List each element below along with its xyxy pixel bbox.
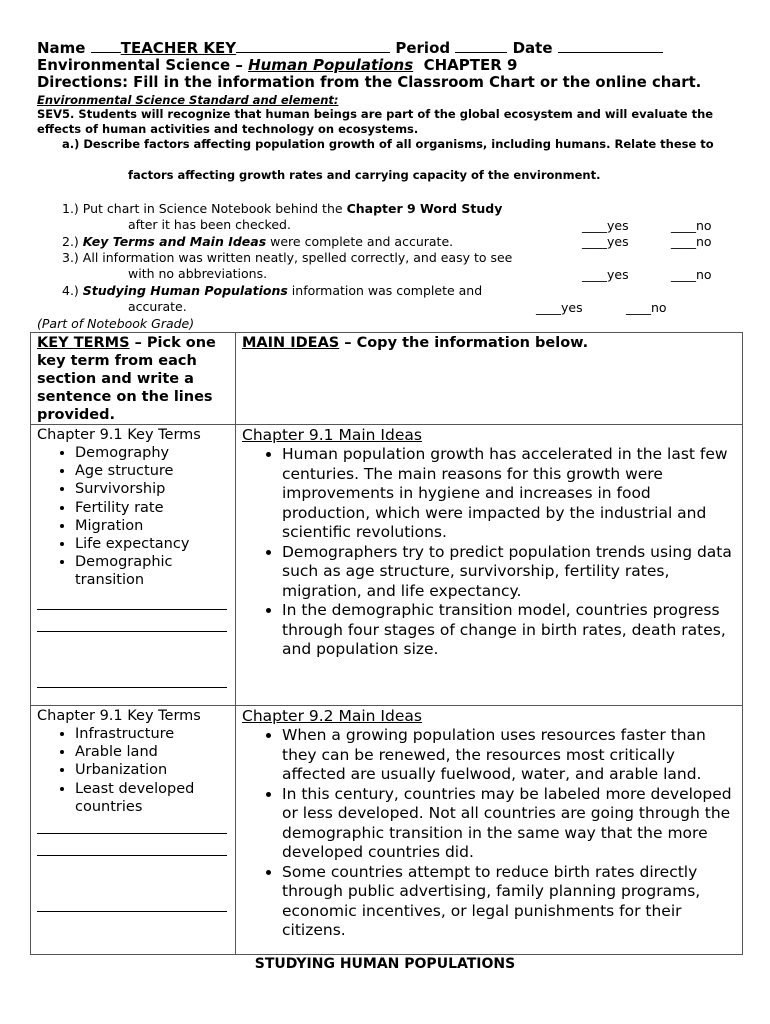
yes-blank-3[interactable]: ____yes [582,267,629,282]
ideas-title-2: Chapter 9.2 Main Ideas [242,707,422,725]
list-item: • Arable land [75,743,229,761]
course-line [37,56,517,74]
standard-element-a: a.) Describe factors affecting population growth of all organisms, including humans. Relate these to [62,137,714,151]
notebook-note: (Part of Notebook Grade) [37,316,195,331]
ideas-list-1 [236,445,736,660]
no-blank-1[interactable]: ____no [671,218,712,233]
no-blank-2[interactable]: ____no [671,234,712,249]
checklist-item-1: 1.) Put chart in Science Notebook behind the Chapter 9 Word Study [62,201,503,216]
terms-cell-1 [31,425,236,706]
name-label: Name [37,39,86,57]
list-item: • Demographic transition [75,553,229,589]
list-item: • Infrastructure [75,725,229,743]
terms-title-2: Chapter 9.1 Key Terms [37,708,201,724]
list-item: • Some countries attempt to reduce birth rates directly through public advertising, family planning programs, economic incentives, or legal punishments for their citizens. [282,863,736,941]
list-item: • Fertility rate [75,499,229,517]
list-item: • Least developed countries [75,780,229,816]
checklist-item-4-cont: accurate. [128,299,187,314]
chapter-label: CHAPTER 9 [423,56,518,74]
yes-blank-2[interactable]: ____yes [582,234,629,249]
checklist-item-3-cont: with no abbreviations. [128,266,268,281]
no-blank-4[interactable]: ____no [626,300,667,315]
list-item: • Survivorship [75,480,229,498]
checklist-item-4: 4.) Studying Human Populations information was complete and [62,283,483,298]
standard-element-a-cont: factors affecting growth rates and carrying capacity of the environment. [128,168,601,182]
terms-list-2 [37,725,229,816]
list-item: • In this century, countries may be labeled more developed or less developed. Not all countries are going through the demographic transition in the same way that the more developed countries did. [282,785,736,863]
ideas-cell-1 [236,425,743,706]
checklist-item-1-cont: after it has been checked. [128,217,291,232]
list-item: • Human population growth has accelerated in the last few centuries. The main reasons for this growth were improvements in hygiene and increases in food production, which were impacted by the industrial and scientific revolutions. [282,445,736,543]
list-item: • Life expectancy [75,535,229,553]
checklist-item-2: 2.) Key Terms and Main Ideas were complete and accurate. [62,234,454,249]
terms-list-1 [37,444,229,590]
sentence-line[interactable] [37,911,227,912]
course-prefix: Environmental Science – [37,56,243,74]
date-label: Date [512,39,553,57]
list-item: • Demographers try to predict population trends using data such as age structure, survivorship, fertility rates, migration, and life expectancy. [282,543,736,602]
list-item: • Demography [75,444,229,462]
period-label: Period [395,39,451,57]
checklist-item-3: 3.) All information was written neatly, spelled correctly, and easy to see [62,250,513,265]
directions: Directions: Fill in the information from the Classroom Chart or the online chart. [37,74,702,91]
yes-blank-1[interactable]: ____yes [582,218,629,233]
list-item: • Urbanization [75,761,229,779]
no-blank-3[interactable]: ____no [671,267,712,282]
key-terms-table [30,332,743,955]
ideas-list-2 [236,726,736,941]
ideas-cell-2 [236,706,743,955]
terms-title-1: Chapter 9.1 Key Terms [37,427,201,443]
name-line [37,38,663,57]
yes-blank-4[interactable]: ____yes [536,300,583,315]
list-item: • Migration [75,517,229,535]
course-topic: Human Populations [248,56,414,74]
sentence-line[interactable] [37,833,227,834]
footer-title: STUDYING HUMAN POPULATIONS [254,956,516,972]
list-item: • When a growing population uses resources faster than they can be renewed, the resources most critically affected are usually fuelwood, water, and arable land. [282,726,736,785]
terms-cell-2 [31,706,236,955]
ideas-title-1: Chapter 9.1 Main Ideas [242,426,422,444]
key-terms-heading: KEY TERMS [37,335,130,351]
sentence-line[interactable] [37,609,227,610]
main-ideas-heading: MAIN IDEAS [242,335,340,351]
list-item: • Age structure [75,462,229,480]
sentence-line[interactable] [37,687,227,688]
main-ideas-header-cell: MAIN IDEAS – Copy the information below. [236,333,743,425]
sentence-line[interactable] [37,855,227,856]
standard-sev5: SEV5. Students will recognize that human beings are part of the global ecosystem and will evaluate the effects of human activities and technology on ecosystems. [37,107,714,136]
standard-heading: Environmental Science Standard and element: [37,93,339,107]
sentence-line[interactable] [37,631,227,632]
list-item: • In the demographic transition model, countries progress through four stages of change in birth rates, death rates, and population size. [282,601,736,660]
name-value: TEACHER KEY [120,39,237,57]
key-terms-header-cell: KEY TERMS – Pick one key term from each section and write a sentence on the lines provided. [31,333,236,425]
